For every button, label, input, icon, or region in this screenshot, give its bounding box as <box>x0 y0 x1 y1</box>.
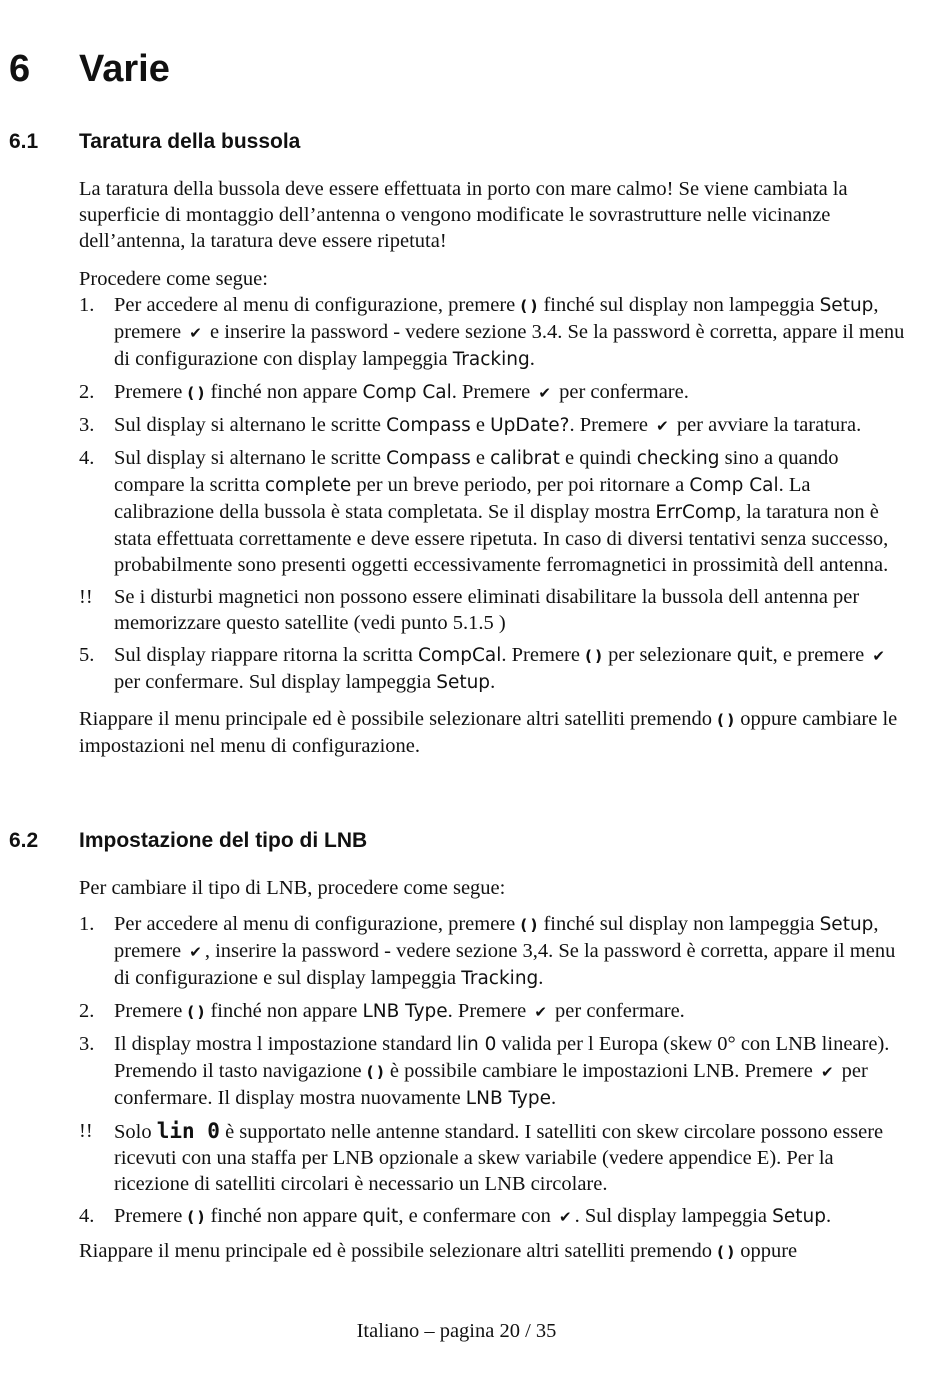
display-text: quit <box>362 1206 399 1227</box>
step-3 <box>79 412 909 439</box>
ok-key-icon: ✔ <box>558 1208 572 1226</box>
display-text: Comp Cal <box>362 382 452 403</box>
ok-key-icon: ✔ <box>872 647 885 665</box>
text-fragment: Solo <box>114 1121 157 1143</box>
text-fragment: . Premere <box>501 644 586 666</box>
closing-paragraph <box>79 1238 909 1265</box>
step-3 <box>79 1031 909 1112</box>
text-fragment: e quindi <box>559 447 637 469</box>
text-fragment: . <box>490 671 496 693</box>
nav-key-icon: ( ) <box>585 647 602 665</box>
section-body-6-2 <box>79 875 909 1265</box>
text-fragment: è supportato nelle antenne standard. I satelliti con skew circolare possono essere ricevuti con una staffa per LNB opzionale a skew variabile (vedere appendice E). Per la ricezione di satelliti circolari è necessario un LNB circolare. <box>114 1121 884 1195</box>
text-fragment: , inserire la password - vedere sezione 3,4. Se la password è corretta, appare il menu di configurazione e sul display lampeggia <box>114 940 896 989</box>
text-fragment: 6.2 <box>9 829 39 852</box>
text-fragment: , la taratura non è stata effettuata correttamente e deve essere ripetuta. In caso di diversi tentativi senza successo, probabilmente sono presenti oggetti eccessivamente ferromagnetici in prossimità dell antenna. <box>114 501 889 576</box>
text-fragment: Premere <box>114 1000 188 1022</box>
text-fragment: . <box>538 967 544 989</box>
text-fragment: e inserire la password - vedere sezione 3.4. Se la password è corretta, appare il menu di configurazione con display lampeggia <box>114 321 905 370</box>
display-text: CompCal <box>418 645 502 666</box>
text-fragment: è possibile cambiare le impostazioni LNB. Premere <box>384 1060 818 1082</box>
text-fragment: , premere <box>114 913 879 962</box>
display-text: Setup <box>772 1206 826 1227</box>
display-text: LNB Type <box>465 1088 552 1109</box>
text-fragment: 3. <box>79 414 95 436</box>
display-text: complete <box>264 475 352 496</box>
text-fragment: Varie <box>79 48 170 90</box>
text-fragment: . La calibrazione della bussola è stata completata. Se il display mostra <box>114 474 811 523</box>
text-fragment: . Sul display lampeggia <box>574 1205 773 1227</box>
display-text: Setup <box>819 914 874 935</box>
text-fragment: sino a quando compare la scritta <box>114 447 839 496</box>
step-1 <box>79 292 909 373</box>
text-fragment: Taratura della bussola <box>79 130 301 153</box>
text-fragment: per confermare. Sul display lampeggia <box>114 671 437 693</box>
text-fragment: , e premere <box>772 644 870 666</box>
intro-paragraph: La taratura della bussola deve essere effettuata in porto con mare calmo! Se viene cambiata la superficie di montaggio dell’antenna o vengono modificate le sovrastrutture nelle vicinanze dell’antenna, la taratura deve essere ripetuta! <box>79 178 848 252</box>
text-fragment: 4. <box>79 1205 95 1227</box>
text-fragment: finché non appare <box>205 381 363 403</box>
closing-paragraph <box>79 706 909 759</box>
text-fragment: . <box>529 348 535 370</box>
text-fragment: finché non appare <box>205 1000 363 1022</box>
text-fragment: per confermare. Il display mostra nuovamente <box>114 1060 868 1109</box>
text-fragment: !! <box>79 1120 93 1142</box>
intro-paragraph: Per cambiare il tipo di LNB, procedere come segue: <box>79 877 506 899</box>
step-4 <box>79 1203 909 1230</box>
step-4 <box>79 445 909 578</box>
text-fragment: . Premere <box>569 414 654 436</box>
text-fragment: Per accedere al menu di configurazione, premere <box>114 294 521 316</box>
text-fragment: e <box>470 414 491 436</box>
text-fragment: Riappare il menu principale ed è possibile selezionare altri satelliti premendo <box>79 1240 718 1262</box>
text-fragment: !! <box>79 586 93 608</box>
display-text: Compass <box>386 448 471 469</box>
text-fragment: Premere <box>114 1205 188 1227</box>
text-fragment: 1. <box>79 913 95 935</box>
text-fragment: Per accedere al menu di configurazione, premere <box>114 913 521 935</box>
text-fragment: . <box>551 1087 557 1109</box>
text-fragment: Premere <box>114 381 188 403</box>
text-fragment: finché sul display non lampeggia <box>538 294 820 316</box>
ok-key-icon: ✔ <box>538 384 551 402</box>
display-text: lin 0 <box>156 1119 220 1143</box>
procedure-label: Procedere come segue: <box>79 268 268 290</box>
text-fragment: Sul display riappare ritorna la scritta <box>114 644 418 666</box>
display-text: Comp Cal <box>689 475 779 496</box>
text-fragment: 1. <box>79 294 95 316</box>
display-text: Setup <box>819 295 874 316</box>
nav-key-icon: ( ) <box>717 1243 734 1261</box>
text-fragment: Se i disturbi magnetici non possono essere eliminati disabilitare la bussola dell antenna per memorizzare questo satellite (vedi punto 5.1.5 ) <box>114 586 860 634</box>
nav-key-icon: ( ) <box>187 384 204 402</box>
warning-note <box>79 584 909 636</box>
text-fragment: . Premere <box>447 1000 532 1022</box>
section-heading-6-2 <box>9 829 367 853</box>
text-fragment: , premere <box>114 294 879 343</box>
display-text: Setup <box>436 672 491 693</box>
section-body-6-1 <box>79 176 909 759</box>
display-text: Compass <box>386 415 471 436</box>
display-text: UpDate? <box>490 415 570 436</box>
display-text: quit <box>736 645 773 666</box>
text-fragment: per avviare la taratura. <box>671 414 862 436</box>
text-fragment: valida per l Europa (skew 0° con LNB lineare). Premendo il tasto navigazione <box>114 1033 890 1082</box>
text-fragment: 5. <box>79 644 95 666</box>
step-2 <box>79 998 909 1025</box>
text-fragment: e <box>470 447 491 469</box>
display-text: ErrComp <box>655 502 736 523</box>
text-fragment: . <box>826 1205 832 1227</box>
nav-key-icon: ( ) <box>366 1063 383 1081</box>
display-text: lin 0 <box>456 1034 497 1055</box>
text-fragment: Impostazione del tipo di LNB <box>79 829 368 852</box>
display-text: Tracking <box>452 349 530 370</box>
ok-key-icon: ✔ <box>189 943 202 961</box>
display-text: Tracking <box>461 968 539 989</box>
chapter-heading <box>9 48 170 91</box>
text-fragment: 4. <box>79 447 95 469</box>
warning-note <box>79 1118 909 1197</box>
text-fragment: 6 <box>9 48 31 90</box>
text-fragment: 2. <box>79 1000 95 1022</box>
text-fragment: oppure <box>735 1240 798 1262</box>
section-heading-6-1 <box>9 130 300 154</box>
display-text: calibrat <box>490 448 560 469</box>
text-fragment: Sul display si alternano le scritte <box>114 414 387 436</box>
text-fragment: finché non appare <box>205 1205 363 1227</box>
text-fragment: per un breve periodo, per poi ritornare a <box>351 474 690 496</box>
page-footer: Italiano – pagina 20 / 35 <box>356 1320 557 1342</box>
text-fragment: 2. <box>79 381 95 403</box>
text-fragment: 3. <box>79 1033 95 1055</box>
text-fragment: per confermare. <box>553 381 689 403</box>
text-fragment: Il display mostra l impostazione standard <box>114 1033 457 1055</box>
step-5 <box>79 642 909 696</box>
nav-key-icon: ( ) <box>520 297 537 315</box>
text-fragment: , e confermare con <box>398 1205 556 1227</box>
display-text: checking <box>636 448 720 469</box>
step-2 <box>79 379 909 406</box>
nav-key-icon: ( ) <box>520 916 537 934</box>
nav-key-icon: ( ) <box>717 711 734 729</box>
text-fragment: per confermare. <box>549 1000 685 1022</box>
text-fragment: Sul display si alternano le scritte <box>114 447 387 469</box>
display-text: LNB Type <box>362 1001 448 1022</box>
nav-key-icon: ( ) <box>187 1003 204 1021</box>
ok-key-icon: ✔ <box>656 417 669 435</box>
ok-key-icon: ✔ <box>534 1003 547 1021</box>
ok-key-icon: ✔ <box>820 1063 834 1081</box>
text-fragment: 6.1 <box>9 130 39 153</box>
step-1 <box>79 911 909 992</box>
text-fragment: finché sul display non lampeggia <box>538 913 820 935</box>
text-fragment: Riappare il menu principale ed è possibile selezionare altri satelliti premendo <box>79 708 718 730</box>
text-fragment: . Premere <box>451 381 536 403</box>
text-fragment: per selezionare <box>603 644 737 666</box>
nav-key-icon: ( ) <box>187 1208 204 1226</box>
text-fragment: oppure cambiare le impostazioni nel menu di configurazione. <box>79 708 898 757</box>
ok-key-icon: ✔ <box>189 324 202 342</box>
